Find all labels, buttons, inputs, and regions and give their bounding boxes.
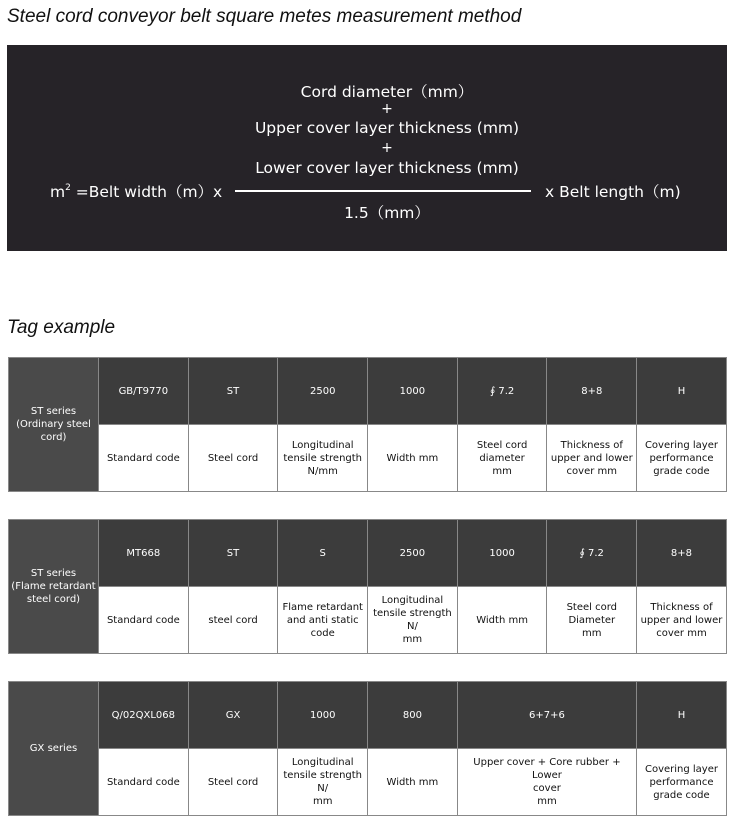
series-label: ST series (Ordinary steel cord) <box>9 358 99 492</box>
numerator-cord-diameter: Cord diameter（mm） <box>300 83 474 101</box>
plus-sign-2: + <box>381 140 393 156</box>
tag-value-flame-code: S <box>278 520 368 587</box>
method-heading: Steel cord conveyor belt square metes measurement method <box>7 6 522 27</box>
tag-table-gx <box>8 681 727 816</box>
tag-desc-type: Steel cord <box>188 425 278 492</box>
tag-value-width: 800 <box>368 682 458 749</box>
tag-desc-type: Steel cord <box>188 749 278 816</box>
tag-desc-standard: Standard code <box>99 425 189 492</box>
tag-desc-thickness: Thickness of upper and lower cover mm <box>637 587 727 654</box>
denominator: 1.5（mm） <box>344 204 430 222</box>
series-label: ST series (Flame retardant steel cord) <box>9 520 99 654</box>
lhs-exponent: 2 <box>65 182 71 193</box>
tag-desc-diameter: Steel cord diameter mm <box>457 425 547 492</box>
plus-sign-1: + <box>381 101 393 117</box>
tag-desc-width: Width mm <box>368 425 458 492</box>
tag-desc-thickness: Upper cover + Core rubber + Lower cover mm <box>457 749 636 816</box>
tag-table-st-ordinary <box>8 357 727 492</box>
tag-value-thickness: 6+7+6 <box>457 682 636 749</box>
tag-desc-thickness: Thickness of upper and lower cover mm <box>547 425 637 492</box>
tag-value-thickness: 8+8 <box>547 358 637 425</box>
tag-desc-strength: Longitudinal tensile strength N/ mm <box>368 587 458 654</box>
numerator-upper-cover: Upper cover layer thickness (mm) <box>254 119 520 137</box>
tag-desc-width: Width mm <box>368 749 458 816</box>
tag-value-type: ST <box>188 358 278 425</box>
tag-value-width: 1000 <box>457 520 547 587</box>
tag-desc-grade: Covering layer performance grade code <box>637 425 727 492</box>
tag-value-strength: 2500 <box>368 520 458 587</box>
tag-value-standard: Q/02QXL068 <box>99 682 189 749</box>
tag-desc-strength: Longitudinal tensile strength N/mm <box>278 425 368 492</box>
tag-desc-diameter: Steel cord Diameter mm <box>547 587 637 654</box>
tag-table-st-flame-retardant <box>8 519 727 654</box>
lhs-unit: m <box>50 183 66 201</box>
fraction-bar <box>235 190 531 192</box>
formula-lhs <box>50 180 222 202</box>
formula-panel <box>7 45 727 251</box>
tag-value-strength: 1000 <box>278 682 368 749</box>
formula-rhs: x Belt length（m) <box>545 183 681 201</box>
lhs-text: =Belt width（m）x <box>70 183 223 201</box>
tag-desc-grade: Covering layer performance grade code <box>637 749 727 816</box>
tag-value-standard: MT668 <box>99 520 189 587</box>
tag-desc-strength: Longitudinal tensile strength N/ mm <box>278 749 368 816</box>
tag-value-strength: 2500 <box>278 358 368 425</box>
tag-value-width: 1000 <box>368 358 458 425</box>
tag-value-grade: H <box>637 358 727 425</box>
tag-example-heading: Tag example <box>7 317 116 338</box>
tag-desc-flame-code: Flame retardant and anti static code <box>278 587 368 654</box>
tag-value-grade: H <box>637 682 727 749</box>
tag-desc-type: steel cord <box>188 587 278 654</box>
tag-desc-standard: Standard code <box>99 749 189 816</box>
tag-value-diameter: ∮ 7.2 <box>457 358 547 425</box>
tag-value-type: ST <box>188 520 278 587</box>
tag-value-thickness: 8+8 <box>637 520 727 587</box>
numerator-lower-cover: Lower cover layer thickness (mm) <box>255 159 519 177</box>
tag-value-diameter: ∮ 7.2 <box>547 520 637 587</box>
tag-value-type: GX <box>188 682 278 749</box>
tag-desc-standard: Standard code <box>99 587 189 654</box>
tag-value-standard: GB/T9770 <box>99 358 189 425</box>
series-label: GX series <box>9 682 99 816</box>
tag-desc-width: Width mm <box>457 587 547 654</box>
